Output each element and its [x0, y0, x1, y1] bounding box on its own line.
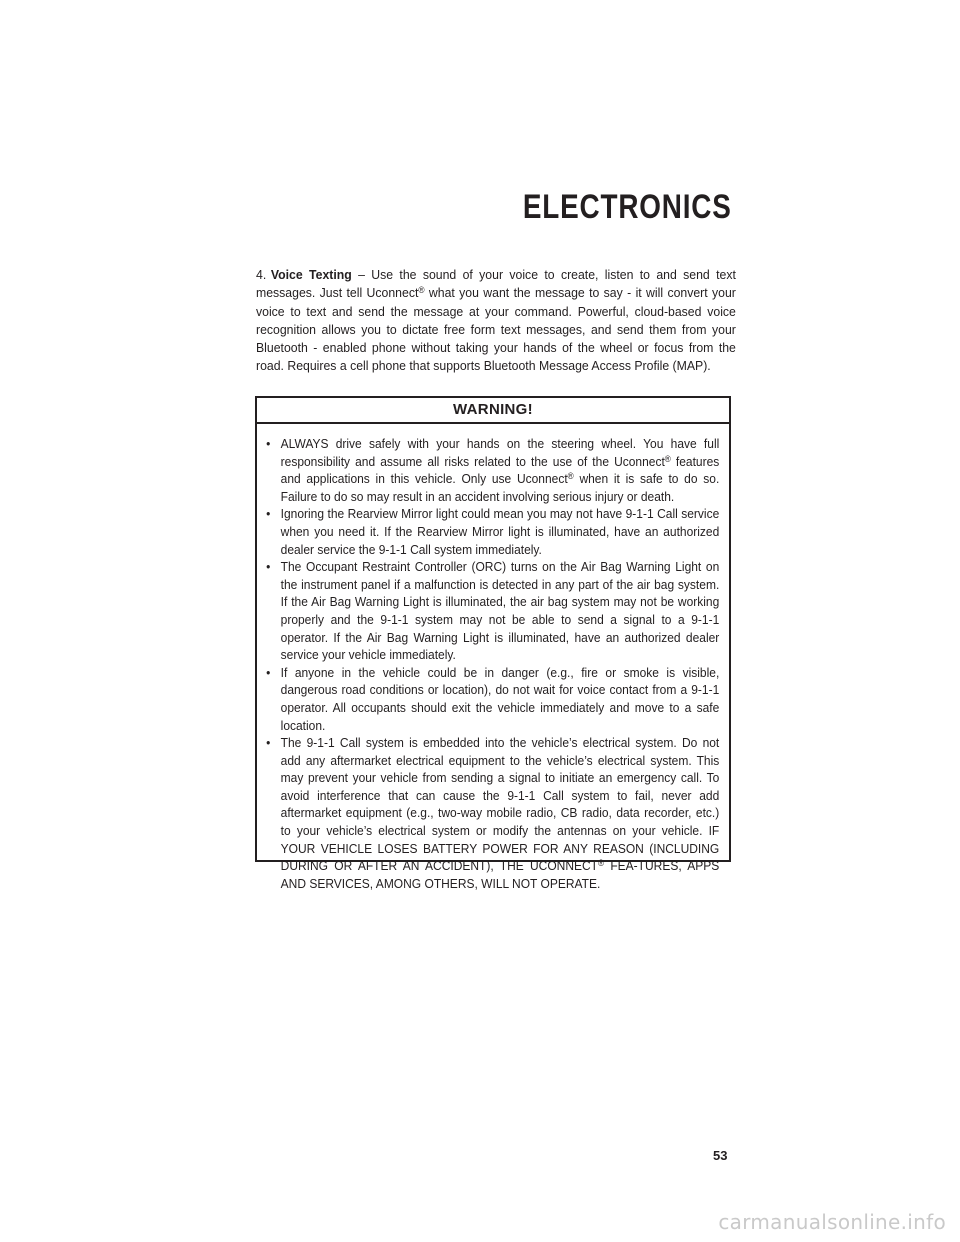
item-lead-term: Voice Texting	[270, 267, 352, 282]
warning-item-text: ALWAYS drive safely with your hands on the steering wheel. You have full responsibility and assume all risks related to the use of the Uconnect	[280, 436, 720, 469]
warning-item-text: FEA-TURES, APPS AND SERVICES, AMONG OTHERS, WILL NOT OPERATE.	[280, 858, 720, 891]
warning-item	[264, 505, 719, 558]
registered-mark: ®	[418, 285, 425, 296]
warning-item	[264, 435, 719, 505]
item-text-part1: – Use the sound of your voice to create, listen to and send text messages. Just tell Uconnect	[256, 267, 736, 301]
warning-list	[257, 424, 725, 892]
page-number: 53	[713, 1148, 728, 1163]
registered-mark: ®	[598, 858, 605, 869]
numbered-item-voice-texting	[256, 266, 736, 376]
warning-item	[264, 734, 719, 892]
registered-mark: ®	[567, 471, 574, 482]
warning-item-text: The Occupant Restraint Controller (ORC) turns on the Air Bag Warning Light on the instrument panel if a malfunction is detected in any part of the air bag system. If the Air Bag Warning Light is illuminated, the air bag system may not be working properly and the 9-1-1 system may not be able to send a signal to a 9-1-1 operator. If the Air Bag Warning Light is illuminated, have an authorized dealer service your vehicle immediately.	[280, 559, 720, 663]
item-number: 4.	[256, 267, 267, 282]
warning-box	[255, 396, 731, 891]
warning-item-text: features and applications in this vehicle. Only use Uconnect	[280, 453, 720, 487]
bullet-icon: •	[266, 664, 271, 680]
warning-item-text: Ignoring the Rearview Mirror light could mean you may not have 9-1-1 Call service when you need it. If the Rearview Mirror light is illuminated, have an authorized dealer service the 9-1-1 Call system immediately.	[280, 506, 720, 557]
warning-item-text: If anyone in the vehicle could be in danger (e.g., fire or smoke is visible, dangerous road conditions or location), do not wait for voice contact from a 9-1-1 operator. All occupants should exit the vehicle immediately and move to a safe location.	[280, 664, 720, 733]
watermark-link[interactable]: carmanualsonline.info	[718, 1210, 946, 1234]
warning-item	[264, 664, 719, 734]
item-text-part2: what you want the message to say - it will convert your voice to text and send the message at your command. Powerful, cloud-based voice recognition allows you to dictate free form text messages, and send them from your Bluetooth - enabled phone without taking your hands of the wheel or focus from the road. Requires a cell phone that supports Bluetooth Message Access Profile (MAP).	[256, 285, 736, 374]
warning-item-text: The 9-1-1 Call system is embedded into the vehicle’s electrical system. Do not add any aftermarket electrical equipment to the vehicle’s electrical system. This may prevent your vehicle from sending a signal to initiate an emergency call. To avoid interference that can cause the 9-1-1 Call system to fail, never add aftermarket equipment (e.g., two-way mobile radio, CB radio, data recorder, etc.) to your vehicle’s electrical system or modify the antennas on your vehicle. IF YOUR VEHICLE LOSES BATTERY POWER FOR ANY REASON (INCLUDING DURING OR AFTER AN ACCIDENT), THE UCONNECT	[280, 735, 720, 874]
bullet-icon: •	[266, 735, 271, 751]
warning-item	[264, 558, 719, 664]
warning-title: WARNING!	[257, 398, 729, 424]
warning-item-text: when it is safe to do so. Failure to do so may result in an accident involving serious injury or death.	[280, 471, 720, 504]
bullet-icon: •	[266, 436, 271, 451]
bullet-icon: •	[266, 506, 271, 522]
bullet-icon: •	[266, 559, 271, 575]
section-title: ELECTRONICS	[523, 188, 732, 226]
registered-mark: ®	[664, 453, 671, 464]
